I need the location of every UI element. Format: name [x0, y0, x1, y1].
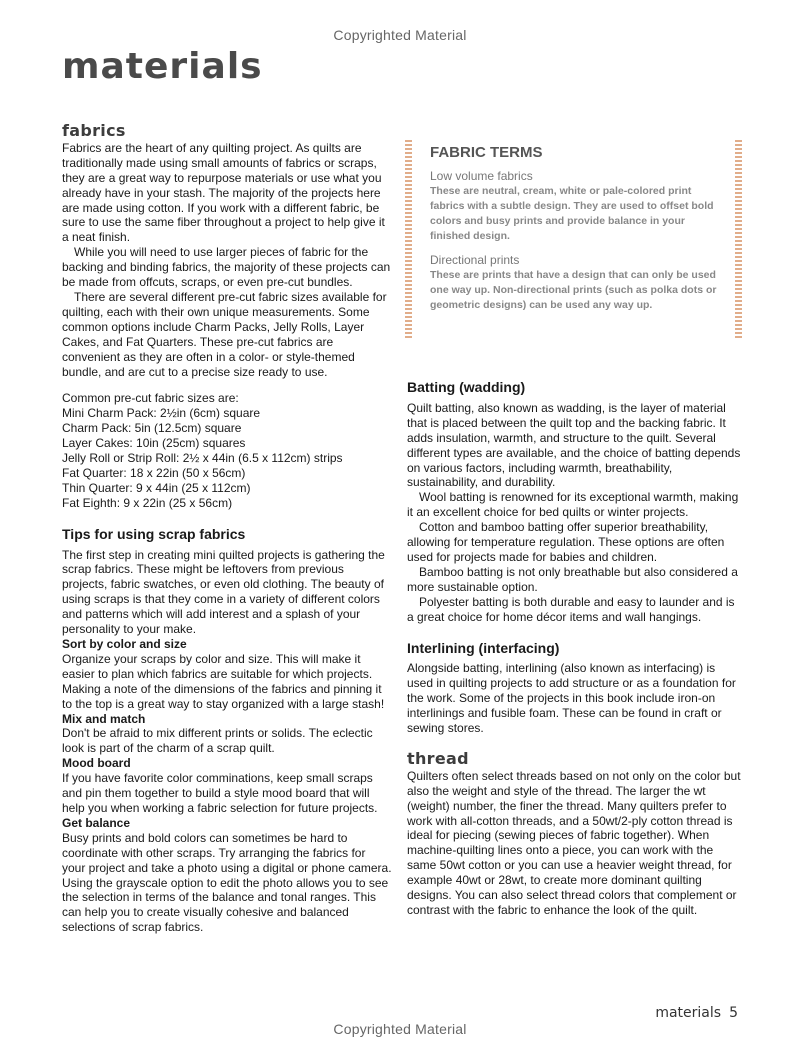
footer-section-name: materials — [655, 1005, 722, 1021]
fabrics-paragraph: There are several different pre-cut fabric sizes available for quilting, each with their own unique measurements. Some common options include Charm Packs, Jelly Rolls, Layer Cakes, and Fat Quarters. These pre-cut fabrics are convenient as they are often in a color- or style-themed bundle, and are cut to a precise size ready to use. — [62, 289, 387, 379]
copyright-watermark-top: Copyrighted Material — [333, 27, 467, 43]
decorative-stripe-left — [405, 140, 412, 338]
tips-section — [62, 527, 392, 935]
precut-sizes-list — [62, 391, 392, 510]
tips-heading: Tips for using scrap fabrics — [62, 525, 246, 542]
tip-text: Don't be afraid to mix different prints or solids. The eclectic look is part of the charm of a scrap quilt. — [62, 726, 373, 756]
precut-size-item: Charm Pack: 5in (12.5cm) square — [62, 421, 242, 436]
interlining-section — [407, 641, 742, 736]
batting-paragraph: Polyester batting is both durable and easy to launder and is a great choice for home décor items and wall hangings. — [407, 594, 735, 624]
thread-heading: thread — [407, 748, 469, 768]
precut-size-item: Mini Charm Pack: 2½in (6cm) square — [62, 406, 261, 421]
precut-size-item: Fat Eighth: 9 x 22in (25 x 56cm) — [62, 495, 233, 510]
fabrics-heading: fabrics — [62, 121, 126, 140]
fabric-term: Directional prints — [430, 253, 520, 267]
precut-size-item: Layer Cakes: 10in (25cm) squares — [62, 436, 246, 451]
fabric-term: Low volume fabrics — [430, 169, 533, 183]
left-column — [62, 121, 392, 935]
interlining-heading: Interlining (interfacing) — [407, 639, 560, 656]
batting-paragraph: Quilt batting, also known as wadding, is the layer of material that is placed between the quilt top and the backing fabric. It adds insulation, warmth, and structure to the quilt. Several different types are available, and the choice of batting depends on various factors, including warmth, breathability, sustainability, and durability. — [407, 400, 741, 490]
tip-title: Get balance — [62, 815, 131, 830]
fabric-terms-title: FABRIC TERMS — [430, 144, 543, 161]
precut-size-item: Jelly Roll or Strip Roll: 2½ x 44in (6.5 x 112cm) strips — [62, 451, 343, 466]
tip-title: Mix and match — [62, 711, 146, 726]
fabric-terms-box — [405, 140, 742, 338]
batting-paragraph: Wool batting is renowned for its exceptional warmth, making it an excellent choice for bed quilts or winter projects. — [407, 490, 739, 520]
interlining-text: Alongside batting, interlining (also known as interfacing) is used in quilting projects to add structure or as a foundation for the work. Some of the projects in this book include iron-on interlinings and fusible foam. These can be found in craft or sewing stores. — [407, 661, 736, 736]
batting-paragraph: Bamboo batting is not only breathable but also considered a more sustainable option. — [407, 564, 738, 594]
precut-size-item: Fat Quarter: 18 x 22in (50 x 56cm) — [62, 465, 246, 480]
fabrics-paragraph: While you will need to use larger pieces of fabric for the backing and binding fabrics, the majority of these projects can be made from offcuts, scraps, or even pre-cut bundles. — [62, 245, 391, 290]
batting-heading: Batting (wadding) — [407, 379, 526, 395]
right-column — [407, 380, 742, 918]
tips-intro: The first step in creating mini quilted projects is gathering the scrap fabrics. These might be leftovers from previous projects, fabric swatches, or even old clothing. The beauty of using scraps is that they come in a variety of different colors and patterns which will add interest and a splash of your personality to your make. — [62, 547, 385, 637]
page-title: materials — [62, 46, 263, 87]
fabric-term-definition: These are prints that have a design that can only be used one way up. Non-directional prints (such as polka dots or geometric designs) can be used any way up. — [430, 269, 717, 311]
decorative-stripe-right — [735, 140, 742, 338]
fabrics-paragraph: Fabrics are the heart of any quilting project. As quilts are traditionally made using small amounts of fabrics or scraps, they are a great way to repurpose materials or use what you already have in your stash. The majority of the projects here are made using cotton. If you work with a different fabric, be sure to use the same fiber throughout a project to help give it a neat finish. — [62, 140, 385, 245]
fabric-terms-content — [430, 144, 722, 322]
precut-size-item: Thin Quarter: 9 x 44in (25 x 112cm) — [62, 480, 251, 495]
precut-sizes-intro: Common pre-cut fabric sizes are: — [62, 391, 239, 406]
tip-text: Busy prints and bold colors can sometimes be hard to coordinate with other scraps. Try arranging the fabrics for your project and take a photo using a digital or phone camera. Using the grayscale option to edit the photo allows you to see the selection in terms of the balance and tonal ranges. This can help you to create visually cohesive and balanced selections of scrap fabrics. — [62, 830, 392, 935]
thread-text: Quilters often select threads based on not only on the color but also the weight and style of the thread. The larger the wt (weight) number, the finer the thread. Many quilters prefer to work with all-cotton threads, and a 50wt/2-ply cotton thread is ideal for piecing (sewing pieces of fabric together). When machine-quilting lines onto a piece, you can work with the same 50wt cotton or you can use a heavier weight thread, for example 40wt or 28wt, to create more dominant quilting designs. You can also select thread colors that complement or contrast with the fabric to enhance the look of the quilt. — [407, 768, 741, 917]
copyright-watermark-bottom: Copyrighted Material — [333, 1021, 467, 1037]
fabric-term-definition: These are neutral, cream, white or pale-colored print fabrics with a subtle design. They are used to offset bold colors and busy prints and provide balance in your finished design. — [430, 185, 714, 242]
tip-title: Mood board — [62, 756, 131, 771]
page-footer — [655, 1005, 738, 1021]
tip-text: Organize your scraps by color and size. This will make it easier to plan which fabrics are suitable for which projects. Making a note of the dimensions of the fabrics and pinning it to the top is a great way to stay organized with a large stash! — [62, 651, 385, 711]
tip-title: Sort by color and size — [62, 637, 187, 651]
page-number: 5 — [729, 1005, 738, 1021]
batting-paragraph: Cotton and bamboo batting offer superior breathability, allowing for temperature regulation. These options are often used for projects made for babies and children. — [407, 520, 725, 564]
thread-section — [407, 748, 742, 918]
tip-text: If you have favorite color comminations, keep small scraps and pin them together to build a style mood board that will help you when working a fabric selection for future projects. — [62, 771, 378, 815]
